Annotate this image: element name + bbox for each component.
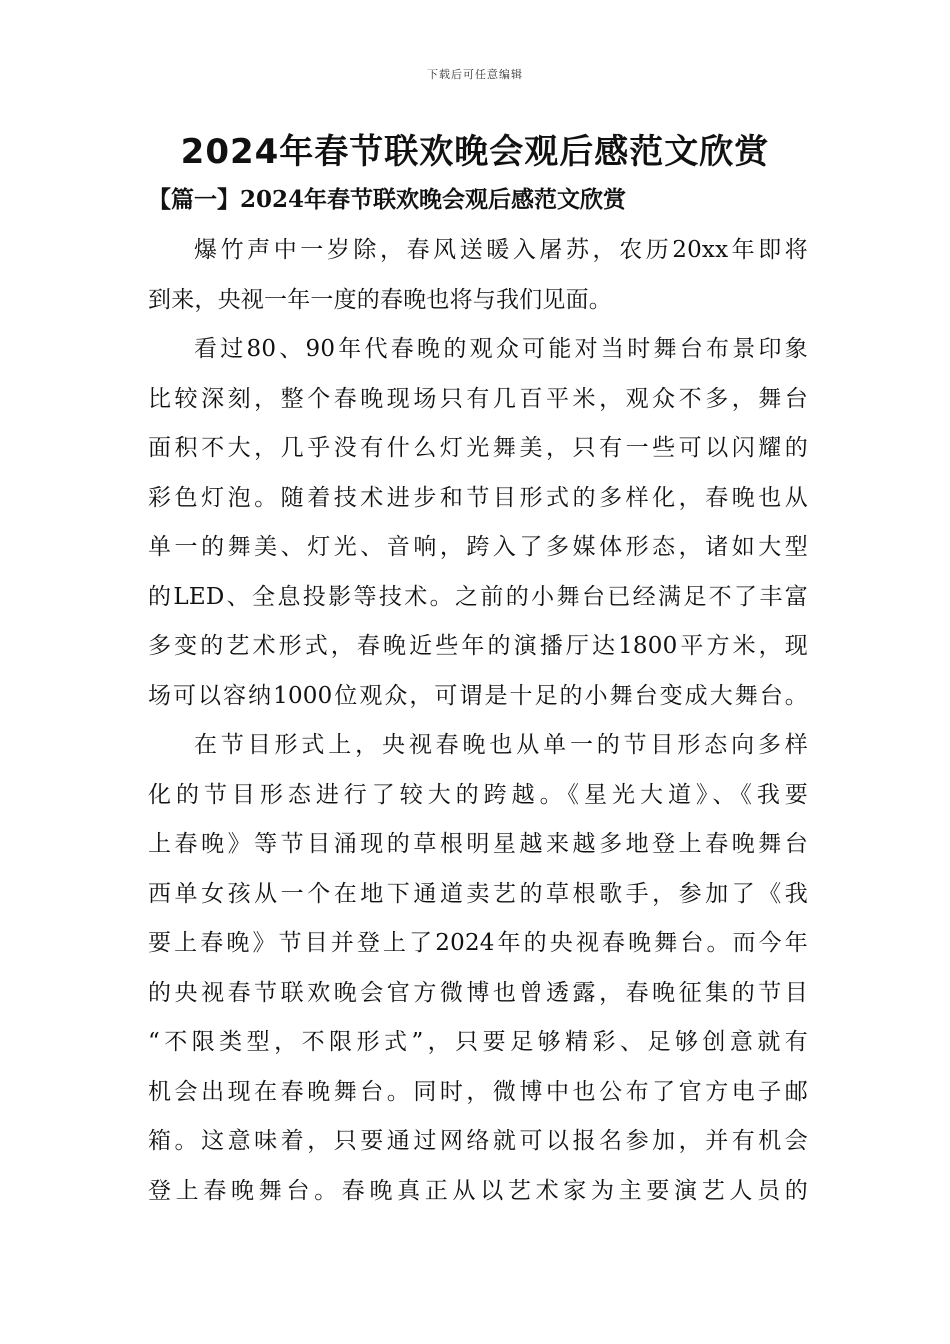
section-heading: 【篇一】2024年春节联欢晚会观后感范文欣赏 (148, 186, 627, 213)
text-line: 箱。这意味着，只要通过网络就可以报名参加，并有机会 (148, 1128, 808, 1154)
text-line: 在节目形式上，央视春晚也从单一的节目形态向多样 (194, 732, 808, 758)
text-line: 比较深刻，整个春晚现场只有几百平米，观众不多，舞台 (148, 385, 808, 412)
text-line: 化的节目形态进行了较大的跨越。《星光大道》、《我要 (148, 781, 808, 808)
text-line: 看过80、90年代春晚的观众可能对当时舞台布景印象 (194, 336, 808, 362)
text-line: 上春晚》等节目涌现的草根明星越来越多地登上春晚舞台 (148, 831, 808, 857)
text-line: 的LED、全息投影等技术。之前的小舞台已经满足不了丰富 (148, 583, 808, 610)
body-text (148, 226, 808, 1216)
text-line: 彩色灯泡。随着技术进步和节目形式的多样化，春晚也从 (148, 484, 808, 511)
paragraph-3 (148, 721, 808, 1216)
paragraph-2 (148, 325, 808, 721)
text-line: 场可以容纳1000位观众，可谓是十足的小舞台变成大舞台。 (148, 682, 808, 709)
text-line: 面积不大，几乎没有什么灯光舞美，只有一些可以闪耀的 (148, 435, 808, 461)
text-line: 西单女孩从一个在地下通道卖艺的草根歌手，参加了《我 (148, 880, 808, 907)
text-line: “不限类型，不限形式”，只要足够精彩、足够创意就有 (148, 1029, 808, 1055)
document-title: 2024年春节联欢晚会观后感范文欣赏 (180, 132, 770, 172)
paragraph-1 (148, 226, 808, 325)
text-line: 要上春晚》节目并登上了2024年的央视春晚舞台。而今年 (148, 930, 808, 956)
text-line: 单一的舞美、灯光、音响，跨入了多媒体形态，诸如大型 (148, 534, 808, 560)
text-line: 的央视春节联欢晚会官方微博也曾透露，春晚征集的节目 (148, 979, 808, 1006)
text-line: 登上春晚舞台。春晚真正从以艺术家为主要演艺人员的 (148, 1177, 808, 1204)
text-line: 机会出现在春晚舞台。同时，微博中也公布了官方电子邮 (148, 1078, 808, 1105)
text-line: 爆竹声中一岁除，春风送暖入屠苏，农历20xx年即将 (194, 237, 808, 263)
header-note: 下载后可任意编辑 (427, 68, 523, 81)
text-line: 多变的艺术形式，春晚近些年的演播厅达1800平方米，现 (148, 633, 808, 659)
text-line: 到来，央视一年一度的春晚也将与我们见面。 (148, 286, 612, 313)
